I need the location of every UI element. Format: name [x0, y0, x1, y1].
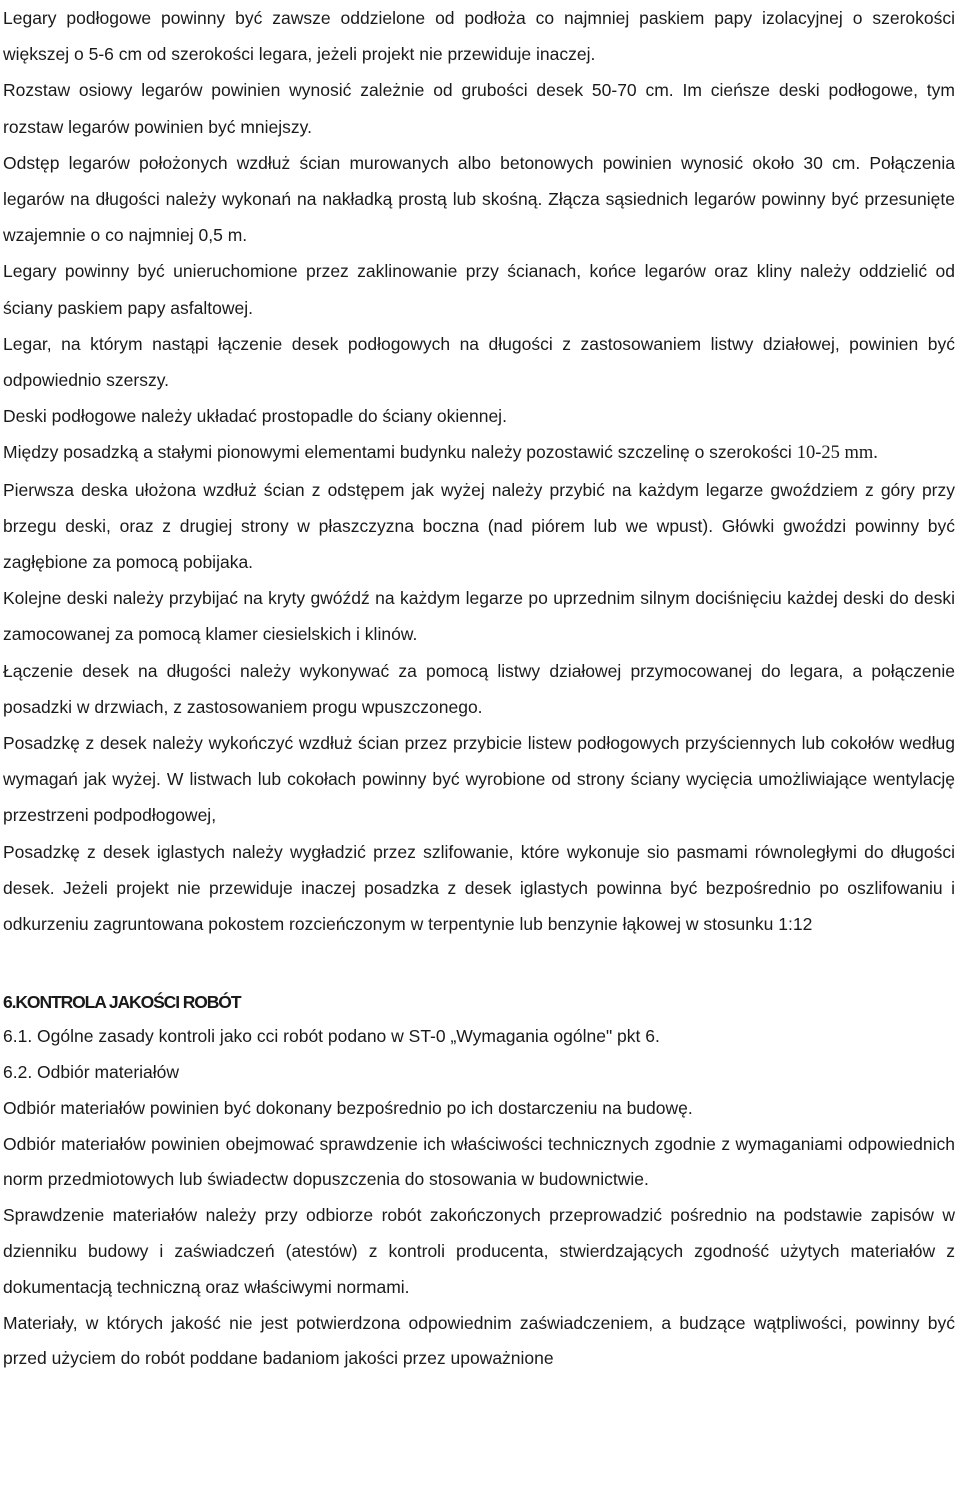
section-kontrola-jakosci: [3, 985, 955, 1377]
section-item: Odbiór materiałów powinien być dokonany bezpośrednio po ich dostarczeniu na budowę.: [3, 1097, 693, 1118]
paragraph-legary-izolacja: Legary podłogowe powinny być zawsze oddzielone od podłoża co najmniej paskiem papy izolacyjnej o szerokości większej o 5-6 cm od szerokości legara, jeżeli projekt nie przewiduje inaczej.: [3, 8, 955, 65]
paragraph-odstep-legarow: Odstęp legarów położonych wzdłuż ścian murowanych albo betonowych powinien wynosić około 30 cm. Połączenia legarów na długości należy wykonań na nakładką prostą lub skośną. Złącza sąsiednich legarów powinny być przesunięte wzajemnie o co najmniej 0,5 m.: [3, 152, 955, 246]
section-item: Materiały, w których jakość nie jest potwierdzona odpowiednim zaświadczeniem, a budzące wątpliwości, powinny być przed użyciem do robót poddane badaniom jakości przez upoważnione: [3, 1312, 955, 1369]
paragraph-wygladzanie: Posadzkę z desek iglastych należy wygładzić przez szlifowanie, które wykonuje sio pasmami równoległymi do długości desek. Jeżeli projekt nie przewiduje inaczej posadzka z desek iglastych powinna być bezpośrednio po oszlifowaniu i odkurzeniu zagruntowana pokostem rozcieńczonym w terpentynie lub benzynie łąkowej w stosunku 1:12: [3, 841, 955, 935]
paragraph-rozstaw-legarow: Rozstaw osiowy legarów powinien wynosić zależnie od grubości desek 50-70 cm. Im cieńsze deski podłogowe, tym rozstaw legarów powinien być mniejszy.: [3, 80, 955, 137]
section-item: Sprawdzenie materiałów należy przy odbiorze robót zakończonych przeprowadzić pośrednio na podstawie zapisów w dzienniku budowy i zaświadczeń (atestów) z kontroli producenta, stwierdzających zgodność użytych materiałów z dokumentacją techniczną oraz właściwymi normami.: [3, 1205, 955, 1297]
paragraph-laczenie-desek: Łączenie desek na długości należy wykonywać za pomocą listwy działowej przymocowanej do legara, a połączenie posadzki w drzwiach, z zastosowaniem progu wpuszczonego.: [3, 660, 955, 717]
paragraph-pierwsza-deska: Pierwsza deska ułożona wzdłuż ścian z odstępem jak wyżej należy przybić na każdym legarze gwoździem z góry przy brzegu deski, oraz z drugiej strony w płaszczyzna boczna (nad piórem lub we wpust). Główki gwoździ powinny być zagłębione za pomocą pobijaka.: [3, 479, 955, 573]
paragraph-unieruchomienie: Legary powinny być unieruchomione przez zaklinowanie przy ścianach, końce legarów oraz kliny należy oddzielić od ściany paskiem papy asfaltowej.: [3, 261, 955, 318]
paragraph-wykonczenie-posadzki: Posadzkę z desek należy wykończyć wzdłuż ścian przez przybicie listew podłogowych przyściennych lub cokołów według wymagań jak wyżej. W listwach lub cokołach powinny być wyrobione od strony ściany wycięcia umożliwiające wentylację przestrzeni podpodłogowej,: [3, 733, 955, 826]
paragraph-szczelina-text: Między posadzką a stałymi pionowymi elementami budynku należy pozostawić szczelinę o szerokości: [3, 442, 792, 463]
paragraph-szczelina: [3, 434, 955, 471]
section-item: 6.1. Ogólne zasady kontroli jako cci robót podano w ST-0 „Wymagania ogólne" pkt 6.: [3, 1026, 660, 1047]
paragraph-legar-szerszy: Legar, na którym nastąpi łączenie desek podłogowych na długości z zastosowaniem listwy działowej, powinien być odpowiednio szerszy.: [3, 333, 955, 391]
section-item: Odbiór materiałów powinien obejmować sprawdzenie ich właściwości technicznych zgodnie z wymaganiami odpowiednich norm przedmiotowych lub świadectw dopuszczenia do stosowania w budownictwie.: [3, 1133, 955, 1190]
paragraph-deski-prostopadle: Deski podłogowe należy układać prostopadle do ściany okiennej.: [3, 406, 507, 427]
section-heading: 6.KONTROLA JAKOŚCI ROBÓT: [3, 992, 241, 1013]
paragraph-szczelina-value: 10-25 mm.: [796, 443, 878, 464]
document-page: [3, 0, 955, 1377]
section-item: 6.2. Odbiór materiałów: [3, 1062, 180, 1083]
paragraph-kolejne-deski: Kolejne deski należy przybijać na kryty gwóźdź na każdym legarze po uprzednim silnym dociśnięciu każdej deski do deski zamocowanej za pomocą klamer ciesielskich i klinów.: [3, 588, 955, 645]
section-spacer: [3, 942, 955, 979]
